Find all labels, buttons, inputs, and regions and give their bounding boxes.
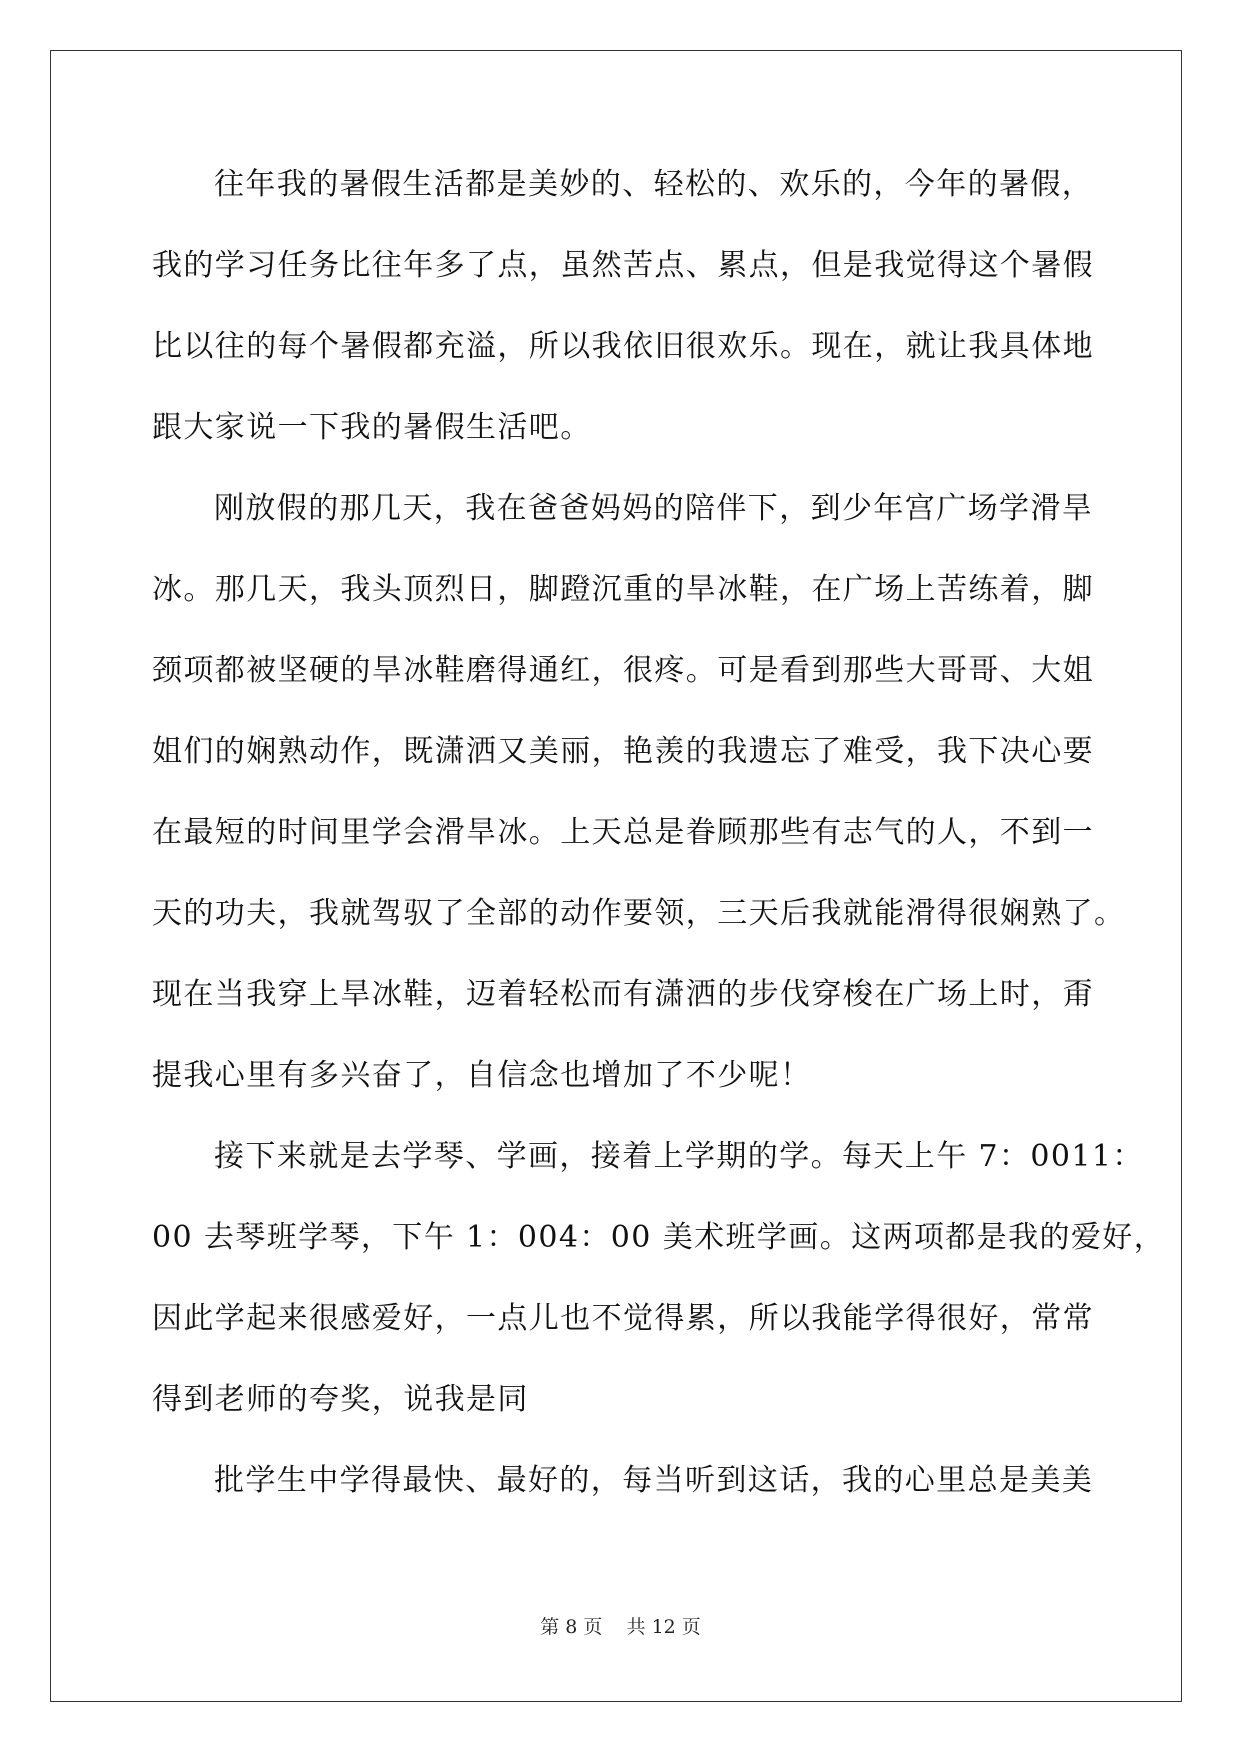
text-line: 跟大家说一下我的暑假生活吧。 — [152, 410, 592, 445]
text-line: 天的功夫，我就驾驭了全部的动作要领，三天后我就能滑得很娴熟了。 — [152, 896, 1126, 931]
page-number: 第 8 页 共 12 页 — [540, 1616, 701, 1638]
text-line: 得到老师的夸奖，说我是同 — [152, 1382, 529, 1417]
text-line: 姐们的娴熟动作，既潇洒又美丽，艳羡的我遗忘了难受，我下决心要 — [152, 734, 1094, 769]
text-line: 刚放假的那几天，我在爸爸妈妈的陪伴下，到少年宫广场学滑旱 — [214, 491, 1094, 526]
text-line: 冰。那几天，我头顶烈日，脚蹬沉重的旱冰鞋，在广场上苦练着，脚 — [152, 572, 1094, 607]
text-line: 接下来就是去学琴、学画，接着上学期的学。每天上午 7：0011： — [214, 1139, 1144, 1174]
text-line: 比以往的每个暑假都充溢，所以我依旧很欢乐。现在，就让我具体地 — [152, 329, 1094, 364]
document-body — [152, 160, 1166, 1537]
text-line: 提我心里有多兴奋了，自信念也增加了不少呢！ — [152, 1058, 812, 1093]
text-line: 我的学习任务比往年多了点，虽然苦点、累点，但是我觉得这个暑假 — [152, 248, 1094, 283]
text-line: 00 去琴班学琴，下午 1：004：00 美术班学画。这两项都是我的爱好， — [152, 1220, 1166, 1255]
text-line: 往年我的暑假生活都是美妙的、轻松的、欢乐的，今年的暑假， — [214, 167, 1094, 202]
text-line: 在最短的时间里学会滑旱冰。上天总是眷顾那些有志气的人，不到一 — [152, 815, 1094, 850]
text-line: 批学生中学得最快、最好的，每当听到这话，我的心里总是美美 — [214, 1463, 1094, 1498]
text-line: 现在当我穿上旱冰鞋，迈着轻松而有潇洒的步伐穿梭在广场上时，甭 — [152, 977, 1094, 1012]
text-line: 因此学起来很感爱好，一点儿也不觉得累，所以我能学得很好，常常 — [152, 1301, 1094, 1336]
text-line: 颈项都被坚硬的旱冰鞋磨得通红，很疼。可是看到那些大哥哥、大姐 — [152, 653, 1094, 688]
